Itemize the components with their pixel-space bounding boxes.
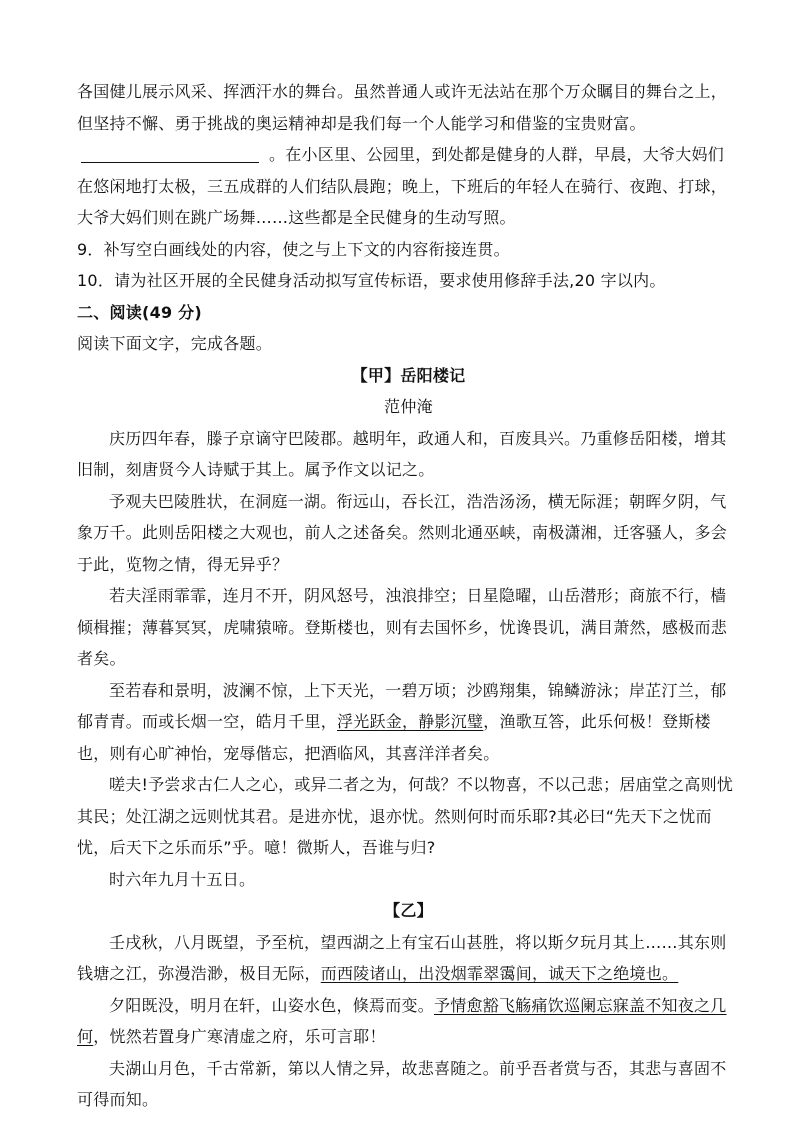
intro-text-part-1: 各国健儿展示风采、挥洒汗水的舞台。虽然普通人或许无法站在那个万众瞩目的舞台之上，但坚持不懈、勇于挑战的奥运精神却是我们每一个人能学习和借鉴的宝贵财富。 bbox=[77, 82, 728, 133]
jia-paragraph-5: 嗟夫!予尝求古仁人之心，或异二者之为，何哉？不以物喜，不以己悲；居庙堂之高则忧其民；处江湖之远则忧其君。是进亦忧，退亦忧。然则何时而乐耶?其必曰“先天下之忧而忧，后天下之乐而乐”乎。噫！微斯人，吾谁与归? bbox=[77, 775, 734, 857]
yi-p1-underlined-text: 而西陵诸山，出没烟霏翠霭间，诚天下之绝境也。 bbox=[320, 964, 679, 983]
jia-paragraph-3: 若夫淫雨霏霏，连月不开，阴风怒号，浊浪排空；日星隐曜，山岳潜形；商旅不行，樯倾楫摧；薄暮冥冥，虎啸猿啼。登斯楼也，则有去国怀乡，忧谗畏讥，满目萧然，感极而悲者矣。 bbox=[77, 586, 728, 668]
jia-title: 【甲】岳阳楼记 bbox=[351, 365, 466, 385]
yi-p2-underlined-text: 予情愈豁飞觞痛饮巡阑忘寐盖不知夜之几何 bbox=[77, 995, 727, 1046]
yi-p2-text-b: ，恍然若置身广寒清虚之府，乐可言耶！ bbox=[93, 1027, 386, 1046]
question-10: 10．请为社区开展的全民健身活动拟写宣传标语，要求使用修辞手法,20 字以内。 bbox=[77, 271, 666, 290]
yi-paragraph-2 bbox=[77, 990, 740, 1053]
intro-paragraph bbox=[77, 76, 740, 234]
jia-paragraph-1: 庆历四年春，滕子京谪守巴陵郡。越明年，政通人和，百废具兴。乃重修岳阳楼，增其旧制，刻唐贤今人诗赋于其上。属予作文以记之。 bbox=[77, 428, 727, 479]
jia-paragraph-2: 予观夫巴陵胜状，在洞庭一湖。衔远山，吞长江，浩浩汤汤，横无际涯；朝晖夕阴，气象万千。此则岳阳楼之大观也，前人之述备矣。然则北通巫峡，南极潇湘，迁客骚人，多会于此，览物之情，得无异乎？ bbox=[77, 491, 728, 574]
document-content bbox=[77, 76, 740, 1116]
question-9: 9．补写空白画线处的内容，使之与上下文的内容衔接连贯。 bbox=[77, 239, 510, 259]
jia-p4-underlined-text: 浮光跃金，静影沉璧 bbox=[337, 712, 484, 731]
yi-paragraph-3: 夫湖山月色，千古常新，第以人情之异，故悲喜随之。前乎吾者赏与否，其悲与喜固不可得而知。 bbox=[77, 1058, 727, 1109]
section-2-title: 二、阅读(49 分) bbox=[77, 302, 202, 322]
fill-in-blank-line[interactable] bbox=[81, 144, 259, 163]
jia-p4-text-a: 至若春和景明，波澜不惊，上下天光，一碧万顷；沙鸥翔集，锦鳞游泳；岸芷汀兰，郁郁青青。而或长烟一空，皓月千里， bbox=[77, 680, 727, 731]
intro-text-part-2: 。在小区里、公园里，到处都是健身的人群，早晨，大爷大妈们在悠闲地打太极，三五成群的人们结队晨跑；晚上，下班后的年轻人在骑行、夜跑、打球，大爷大妈们则在跳广场舞……这些都是全民健身的生动写照。 bbox=[77, 145, 728, 227]
jia-paragraph-4 bbox=[77, 675, 740, 770]
yi-title: 【乙】 bbox=[384, 901, 433, 920]
jia-author: 范仲淹 bbox=[384, 397, 433, 416]
jia-paragraph-6: 时六年九月十五日。 bbox=[109, 869, 256, 889]
yi-p1-text-a: 壬戌秋，八月既望，予至杭，望西湖之上有宝石山甚胜，将以斯夕玩月其上……其东则钱塘之江，弥漫浩渺，极目无际， bbox=[77, 932, 727, 983]
yi-p2-text-a: 夕阳既没，明月在轩，山姿水色，倏焉而变。 bbox=[109, 995, 435, 1015]
jia-p4-text-b: ，渔歌互答，此乐何极！登斯楼也，则有心旷神怡，宠辱偕忘，把酒临风，其喜洋洋者矣。 bbox=[77, 712, 711, 763]
section-2-instruction: 阅读下面文字，完成各题。 bbox=[77, 334, 273, 353]
yi-paragraph-1 bbox=[77, 927, 740, 990]
